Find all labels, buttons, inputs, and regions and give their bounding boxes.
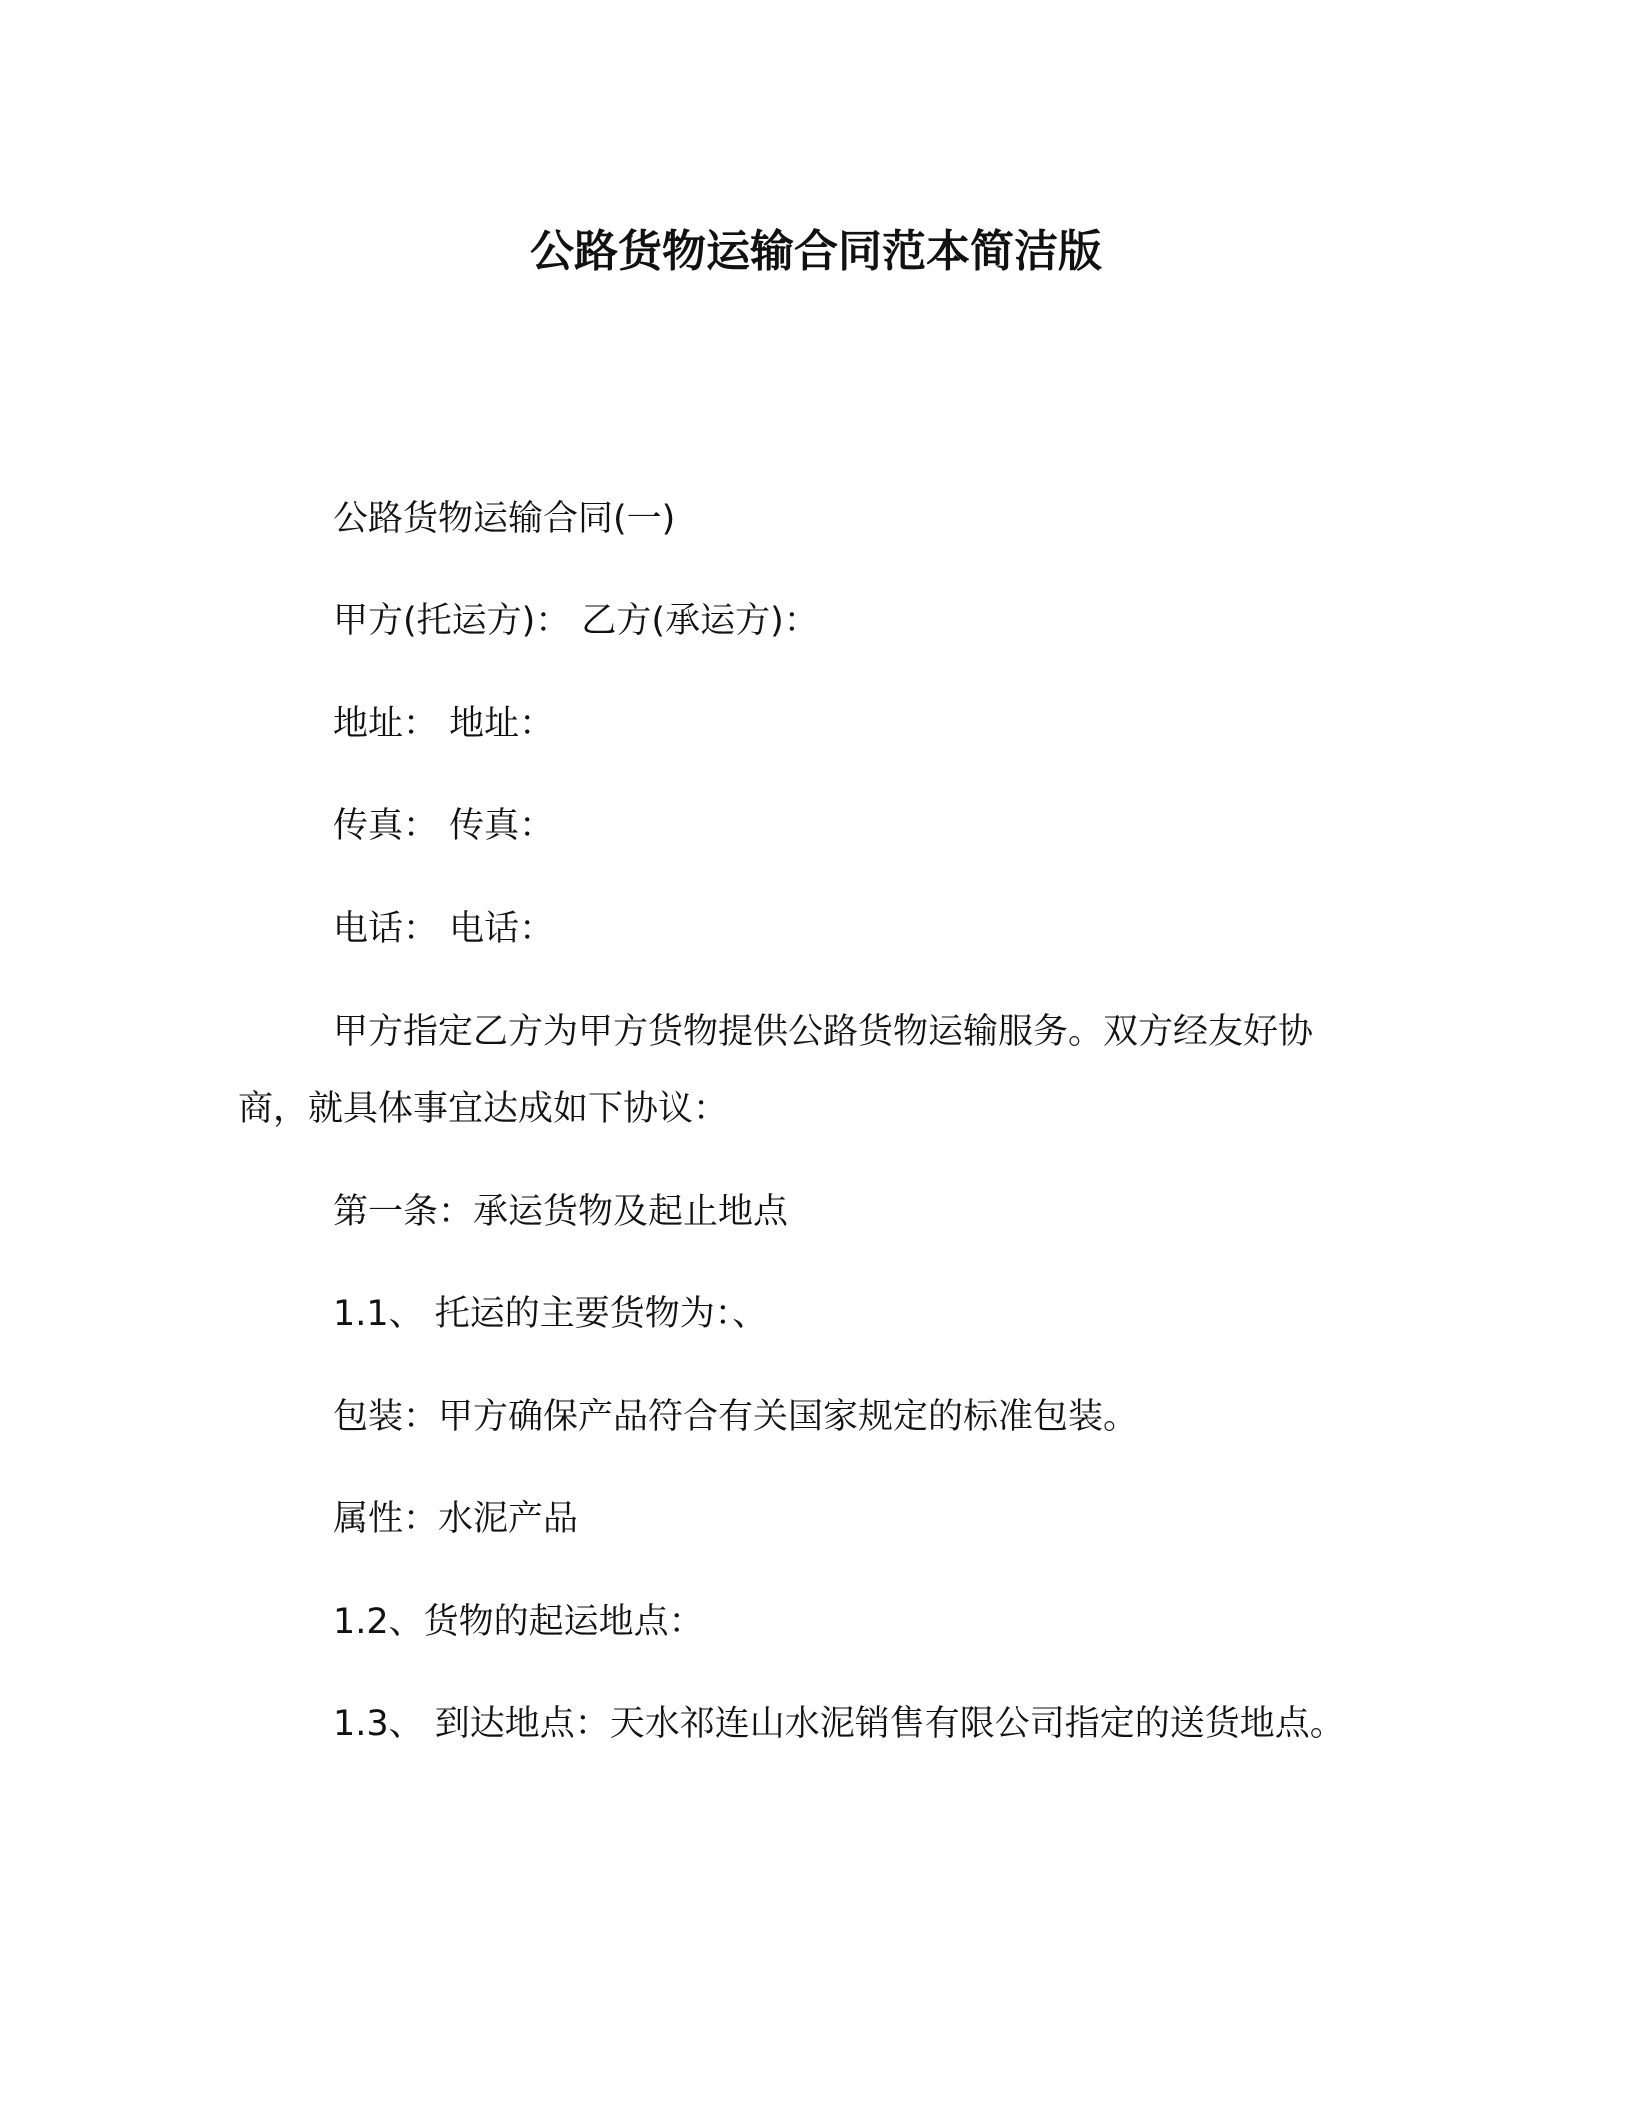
address-line: 地址： 地址：	[333, 704, 555, 744]
intro-paragraph-line-2: 商，就具体事宜达成如下协议：	[238, 1089, 729, 1129]
article-1-heading: 第一条：承运货物及起止地点	[333, 1192, 789, 1232]
clause-1-1: 1.1、 托运的主要货物为：、	[333, 1294, 768, 1334]
attribute-line: 属性：水泥产品	[333, 1499, 579, 1539]
fax-line: 传真： 传真：	[333, 806, 555, 846]
phone-line: 电话： 电话：	[333, 909, 555, 949]
packaging-line: 包装：甲方确保产品符合有关国家规定的标准包装。	[333, 1397, 1139, 1437]
document-title: 公路货物运输合同范本简洁版	[530, 226, 1102, 277]
intro-paragraph-line-1: 甲方指定乙方为甲方货物提供公路货物运输服务。双方经友好协	[333, 1012, 1314, 1052]
clause-1-2: 1.2、货物的起运地点：	[333, 1602, 704, 1642]
clause-1-3: 1.3、 到达地点：天水祁连山水泥销售有限公司指定的送货地点。	[333, 1704, 1345, 1744]
contract-subtitle: 公路货物运输合同(一)	[333, 499, 676, 539]
party-line: 甲方(托运方)： 乙方(承运方)：	[333, 601, 819, 641]
